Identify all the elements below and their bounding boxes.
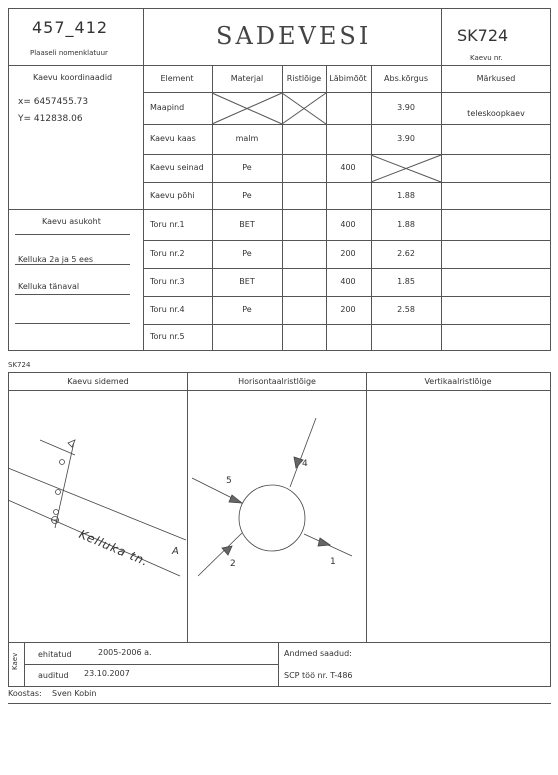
well-id: SK724 — [457, 26, 509, 45]
col-header-notes: Märkused — [476, 74, 516, 83]
panel-title-ties: Kaevu sidemed — [67, 377, 129, 386]
table-cell-element: Kaevu põhi — [150, 191, 195, 200]
table-cell-element: Toru nr.5 — [150, 332, 185, 341]
col-header-elevation: Abs.kõrgus — [384, 74, 428, 83]
col-header-cross-section: Ristlõige — [286, 74, 322, 83]
table-cell-elevation: 1.88 — [397, 220, 415, 229]
location-line-1: Kelluka 2a ja 5 ees — [18, 255, 94, 264]
well-circle — [239, 485, 305, 551]
table-cell-element: Maapind — [150, 103, 185, 112]
table-cell-element: Toru nr.4 — [150, 305, 185, 314]
table-cell-elevation: 3.90 — [397, 134, 415, 143]
coord-x: x= 6457455.73 — [18, 97, 89, 107]
data-source-value: SCP töö nr. T-486 — [284, 671, 353, 680]
author-value: Sven Kobin — [52, 689, 97, 698]
built-label: ehitatud — [38, 650, 72, 659]
well-id-label: Kaevu nr. — [470, 54, 503, 62]
location-sketch — [8, 440, 186, 576]
audited-value: 23.10.2007 — [84, 669, 130, 678]
table-cell-material: BET — [239, 220, 255, 229]
author-label: Koostas: — [8, 689, 42, 698]
street-label: Kelluka tn. — [76, 527, 151, 570]
table-cell-element: Toru nr.3 — [150, 277, 185, 286]
table-cell-diameter: 400 — [340, 163, 356, 172]
table-cell-elevation: 3.90 — [397, 103, 415, 112]
table-cell-material: Pe — [242, 305, 252, 314]
coords-heading: Kaevu koordinaadid — [33, 73, 113, 82]
sheet-label: SK724 — [8, 361, 31, 369]
table-cell-material: Pe — [242, 249, 252, 258]
table-cell-material: malm — [235, 134, 259, 143]
coord-y: Y= 412838.06 — [18, 114, 83, 124]
table-cell-element: Kaevu kaas — [150, 134, 196, 143]
drawing-frame — [9, 373, 551, 643]
table-cell-notes: teleskoopkaev — [467, 109, 525, 118]
footer-side-label: Kaev — [11, 652, 19, 670]
built-value: 2005-2006 a. — [98, 648, 152, 657]
pipe-label-1: 1 — [330, 557, 336, 567]
location-line-2: Kelluka tänaval — [18, 282, 80, 291]
table-cell-elevation: 2.58 — [397, 305, 415, 314]
table-cell-material: Pe — [242, 163, 252, 172]
pipe-label-4: 4 — [302, 459, 308, 469]
table-cell-element: Kaevu seinad — [150, 163, 204, 172]
location-heading: Kaevu asukoht — [42, 217, 101, 226]
table-cell-diameter: 400 — [340, 220, 356, 229]
panel-title-vertical: Vertikaalristlõige — [424, 377, 492, 386]
col-header-element: Element — [160, 74, 194, 83]
document-title: SADEVESI — [216, 22, 372, 50]
audited-label: auditud — [38, 671, 69, 680]
data-source-label: Andmed saadud: — [284, 649, 352, 658]
table-cell-diameter: 200 — [340, 305, 356, 314]
col-header-diameter: Läbimõõt — [329, 74, 367, 83]
plan-label: Plaaseli nomenklatuur — [30, 49, 108, 57]
table-cell-material: BET — [239, 277, 255, 286]
street-letter: A — [172, 546, 179, 557]
table-cell-material: Pe — [242, 191, 252, 200]
table-cell-elevation: 2.62 — [397, 249, 415, 258]
table-cell-diameter: 400 — [340, 277, 356, 286]
panel-title-horizontal: Horisontaalristlõige — [238, 377, 316, 386]
pipe-label-5: 5 — [226, 476, 232, 486]
table-cell-elevation: 1.85 — [397, 277, 415, 286]
pipe-label-2: 2 — [230, 559, 236, 569]
horizontal-section — [192, 418, 352, 576]
table-cell-diameter: 200 — [340, 249, 356, 258]
table-cell-element: Toru nr.1 — [150, 220, 185, 229]
table-cell-elevation: 1.88 — [397, 191, 415, 200]
col-header-material: Materjal — [230, 74, 264, 83]
plan-number: 457_412 — [32, 18, 109, 37]
table-cell-element: Toru nr.2 — [150, 249, 185, 258]
